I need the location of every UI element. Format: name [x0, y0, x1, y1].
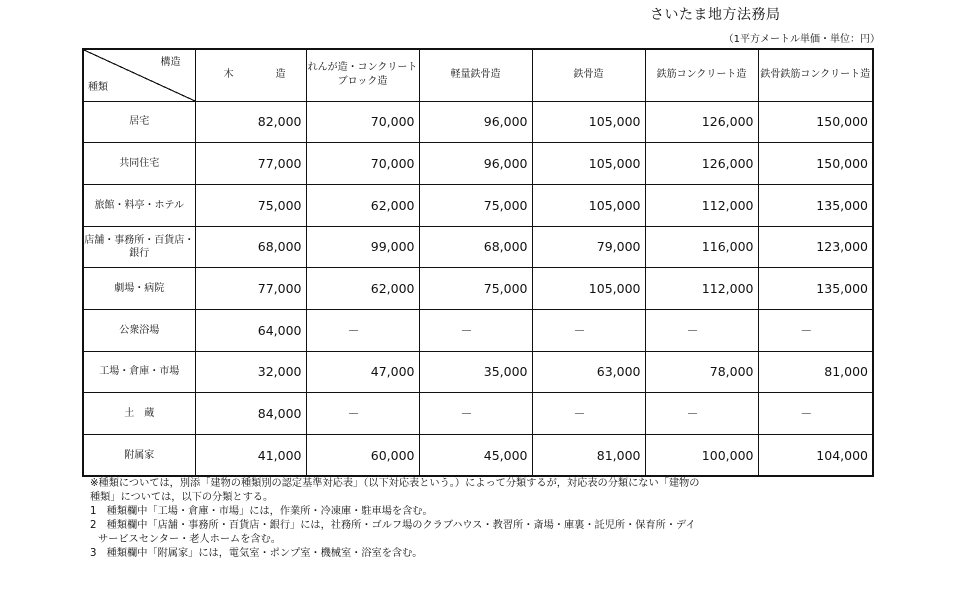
- table-row: [83, 435, 873, 477]
- price-cell: 96,000: [419, 101, 532, 143]
- price-cell: 75,000: [419, 268, 532, 310]
- header-steel: 鉄骨造: [532, 49, 645, 101]
- price-cell: －: [645, 393, 758, 435]
- price-cell: 81,000: [532, 435, 645, 477]
- price-cell: 105,000: [532, 143, 645, 185]
- price-cell: 35,000: [419, 351, 532, 393]
- price-cell: 78,000: [645, 351, 758, 393]
- price-cell: 104,000: [758, 435, 873, 477]
- price-cell: 77,000: [195, 143, 306, 185]
- price-cell: 75,000: [419, 184, 532, 226]
- price-cell: －: [419, 309, 532, 351]
- price-cell: 60,000: [306, 435, 419, 477]
- price-cell: －: [758, 309, 873, 351]
- price-cell: 135,000: [758, 268, 873, 310]
- price-cell: 32,000: [195, 351, 306, 393]
- price-cell: 68,000: [195, 226, 306, 268]
- note-line: 種類」については，以下の分類とする。: [90, 492, 274, 503]
- table-row: [83, 309, 873, 351]
- price-cell: 70,000: [306, 101, 419, 143]
- header-brick: れんが造・コンクリートブロック造: [306, 49, 419, 101]
- price-cell: －: [419, 393, 532, 435]
- price-cell: 116,000: [645, 226, 758, 268]
- price-cell: 123,000: [758, 226, 873, 268]
- price-cell: 41,000: [195, 435, 306, 477]
- price-cell: 126,000: [645, 101, 758, 143]
- note-line: ※種類については，別添「建物の種類別の認定基準対応表」（以下対応表という。）によって分類するが，対応表の分類にない「建物の: [90, 478, 700, 489]
- row-kind: 公衆浴場: [83, 309, 195, 351]
- price-cell: 77,000: [195, 268, 306, 310]
- structure-label: 構造: [160, 57, 181, 68]
- price-table: [82, 48, 874, 477]
- row-kind: 共同住宅: [83, 143, 195, 185]
- price-cell: 105,000: [532, 184, 645, 226]
- price-cell: 105,000: [532, 268, 645, 310]
- price-cell: －: [645, 309, 758, 351]
- kind-label: 種類: [88, 81, 108, 93]
- price-cell: 96,000: [419, 143, 532, 185]
- note-item: 3 種類欄中「附属家」には，電気室・ポンプ室・機械室・浴室を含む。: [90, 548, 423, 559]
- row-kind: 土 蔵: [83, 393, 195, 435]
- note-item-continued: サービスセンター・老人ホームを含む。: [98, 534, 281, 545]
- price-cell: 75,000: [195, 184, 306, 226]
- price-cell: 100,000: [645, 435, 758, 477]
- corner-header: [83, 49, 195, 101]
- header-rc: 鉄筋コンクリート造: [645, 49, 758, 101]
- price-cell: 84,000: [195, 393, 306, 435]
- table-row: [83, 226, 873, 268]
- price-cell: 105,000: [532, 101, 645, 143]
- table-row: [83, 393, 873, 435]
- row-kind: 劇場・病院: [83, 268, 195, 310]
- table-body: [83, 101, 873, 476]
- header-src: 鉄骨鉄筋コンクリート造: [758, 49, 873, 101]
- price-cell: 112,000: [645, 268, 758, 310]
- price-cell: －: [306, 309, 419, 351]
- row-kind: 旅館・料亭・ホテル: [83, 184, 195, 226]
- price-cell: －: [758, 393, 873, 435]
- header-row: [83, 49, 873, 101]
- price-cell: 81,000: [758, 351, 873, 393]
- price-cell: 79,000: [532, 226, 645, 268]
- price-cell: 45,000: [419, 435, 532, 477]
- header-wood-char2: 造: [275, 69, 286, 80]
- price-cell: －: [532, 309, 645, 351]
- row-kind: 居宅: [83, 101, 195, 143]
- table-row: [83, 143, 873, 185]
- row-kind: 店舗・事務所・百貨店・銀行: [83, 226, 195, 268]
- price-cell: 64,000: [195, 309, 306, 351]
- header-wood: [195, 49, 306, 101]
- office-name: さいたま地方法務局: [650, 7, 781, 23]
- price-cell: 135,000: [758, 184, 873, 226]
- price-cell: 150,000: [758, 101, 873, 143]
- price-cell: －: [532, 393, 645, 435]
- table-row: [83, 351, 873, 393]
- price-cell: 62,000: [306, 268, 419, 310]
- price-cell: 47,000: [306, 351, 419, 393]
- note-item: 1 種類欄中「工場・倉庫・市場」には，作業所・冷凍庫・駐車場を含む。: [90, 506, 433, 517]
- price-cell: －: [306, 393, 419, 435]
- header-light-steel: 軽量鉄骨造: [419, 49, 532, 101]
- price-cell: 62,000: [306, 184, 419, 226]
- price-cell: 70,000: [306, 143, 419, 185]
- price-cell: 68,000: [419, 226, 532, 268]
- note-item: 2 種類欄中「店舗・事務所・百貨店・銀行」には，社務所・ゴルフ場のクラブハウス・教習所・斎場・庫裏・託児所・保育所・デイ: [90, 520, 696, 531]
- price-cell: 150,000: [758, 143, 873, 185]
- header-wood-char1: 木: [223, 69, 234, 80]
- price-cell: 99,000: [306, 226, 419, 268]
- price-cell: 82,000: [195, 101, 306, 143]
- notes: [90, 477, 890, 561]
- row-kind: 工場・倉庫・市場: [83, 351, 195, 393]
- price-cell: 112,000: [645, 184, 758, 226]
- table-row: [83, 101, 873, 143]
- row-kind: 附属家: [83, 435, 195, 477]
- unit-note: （1平方メートル単価・単位：円）: [723, 34, 880, 45]
- table-row: [83, 268, 873, 310]
- price-cell: 63,000: [532, 351, 645, 393]
- price-cell: 126,000: [645, 143, 758, 185]
- table-row: [83, 184, 873, 226]
